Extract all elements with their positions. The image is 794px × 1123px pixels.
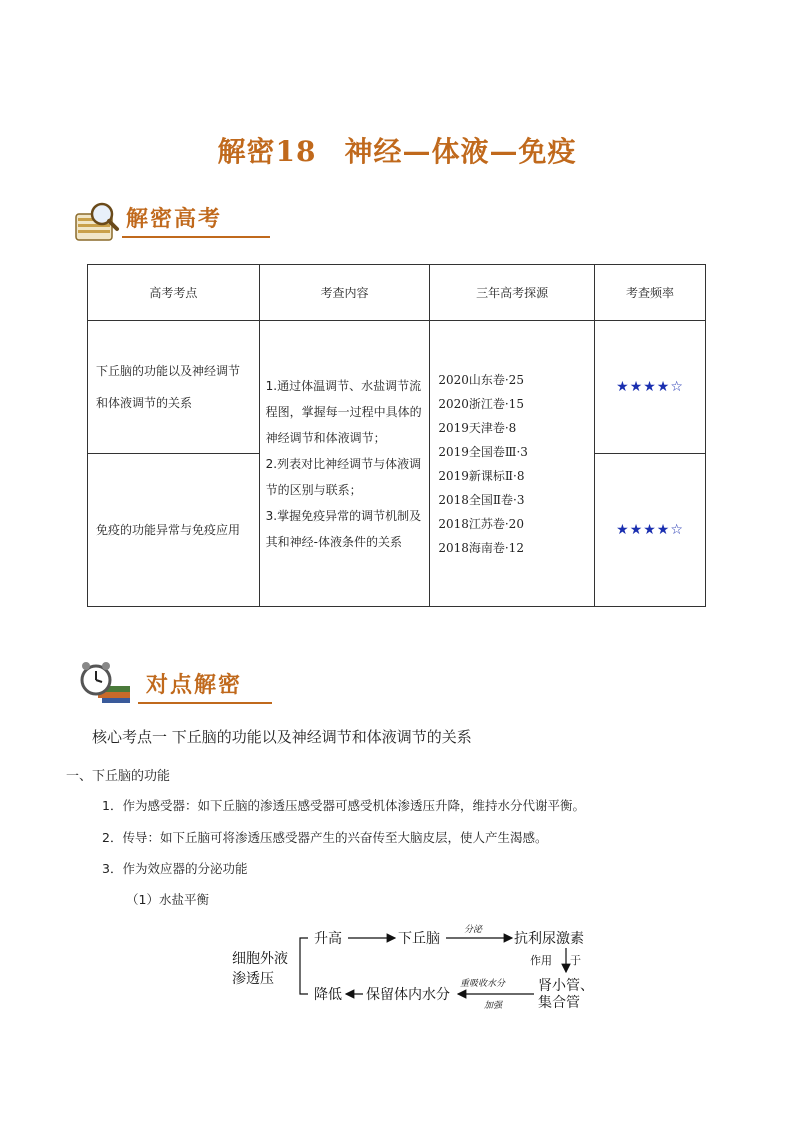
source-item: 2019天津卷·8 — [438, 420, 517, 435]
exam-table — [87, 264, 706, 607]
list-item: 3．作为效应器的分泌功能 — [102, 861, 248, 876]
fall-label: 降低 — [314, 987, 342, 1003]
header-topic: 高考考点 — [88, 265, 260, 321]
branch-bracket — [300, 938, 308, 994]
magnifier-book-icon — [72, 200, 124, 244]
table-row — [88, 321, 706, 454]
topic-cell: 免疫的功能异常与免疫应用 — [88, 454, 260, 607]
title-topic: 神经—体液—免疫 — [344, 135, 577, 168]
enhance-label: 加强 — [484, 1001, 503, 1011]
start-label-2: 渗透压 — [232, 971, 274, 987]
act-on-label: 作用 — [530, 954, 552, 967]
start-label-1: 细胞外液 — [232, 951, 288, 967]
section-title-exam: 解密高考 — [126, 206, 223, 232]
kidney-label-2: 集合管 — [538, 995, 580, 1011]
source-item: 2020浙江卷·15 — [438, 396, 524, 411]
frequency-stars: ★★★★☆ — [595, 454, 706, 607]
kidney-label-1: 肾小管、 — [538, 978, 594, 994]
core-heading: 核心考点一 下丘脑的功能以及神经调节和体液调节的关系 — [92, 728, 472, 746]
source-item: 2019新课标Ⅱ·8 — [438, 468, 525, 483]
water-salt-balance-diagram — [220, 918, 610, 1018]
topic-cell: 下丘脑的功能以及神经调节和体液调节的关系 — [88, 321, 260, 454]
list-item: 1．作为感受器：如下丘脑的渗透压感受器可感受机体渗透压升降，维持水分代谢平衡。 — [102, 798, 585, 813]
content-item: 1.通过体温调节、水盐调节流程图，掌握每一过程中具体的神经调节和体液调节； — [265, 378, 422, 445]
heading-hypothalamus-function: 一、下丘脑的功能 — [66, 769, 171, 784]
header-content: 考查内容 — [259, 265, 430, 321]
section-underline — [122, 236, 270, 238]
section-title-points: 对点解密 — [146, 672, 243, 698]
page-title — [0, 130, 794, 170]
hypothalamus-label: 下丘脑 — [398, 931, 440, 947]
title-number: 解密18 — [217, 135, 317, 168]
secrete-label: 分泌 — [464, 925, 483, 935]
header-frequency: 考查频率 — [595, 265, 706, 321]
source-item: 2018海南卷·12 — [438, 540, 524, 555]
reabsorb-label: 重吸收水分 — [460, 979, 506, 989]
adh-label: 抗利尿激素 — [514, 931, 584, 947]
retain-label: 保留体内水分 — [366, 987, 450, 1003]
content-item: 2.列表对比神经调节与体液调节的区别与联系； — [265, 456, 422, 497]
rise-label: 升高 — [314, 931, 342, 947]
source-item: 2020山东卷·25 — [438, 372, 524, 387]
source-item: 2018江苏卷·20 — [438, 516, 524, 531]
section-underline — [138, 702, 272, 704]
table-header-row — [88, 265, 706, 321]
list-item: 2．传导：如下丘脑可将渗透压感受器产生的兴奋传至大脑皮层，使人产生渴感。 — [102, 830, 548, 845]
frequency-stars: ★★★★☆ — [595, 321, 706, 454]
sub-item: （1）水盐平衡 — [126, 892, 209, 907]
clock-books-icon — [80, 660, 132, 704]
source-item: 2018全国Ⅱ卷·3 — [438, 492, 525, 507]
header-sources: 三年高考探源 — [430, 265, 595, 321]
content-item: 3.掌握免疫异常的调节机制及其和神经-体液条件的关系 — [265, 508, 422, 549]
section-header-points — [80, 660, 280, 702]
content-cell — [259, 321, 430, 607]
sources-cell — [430, 321, 595, 607]
source-item: 2019全国卷Ⅲ·3 — [438, 444, 528, 459]
section-header-exam — [72, 200, 272, 242]
act-on-label-2: 于 — [570, 954, 581, 967]
